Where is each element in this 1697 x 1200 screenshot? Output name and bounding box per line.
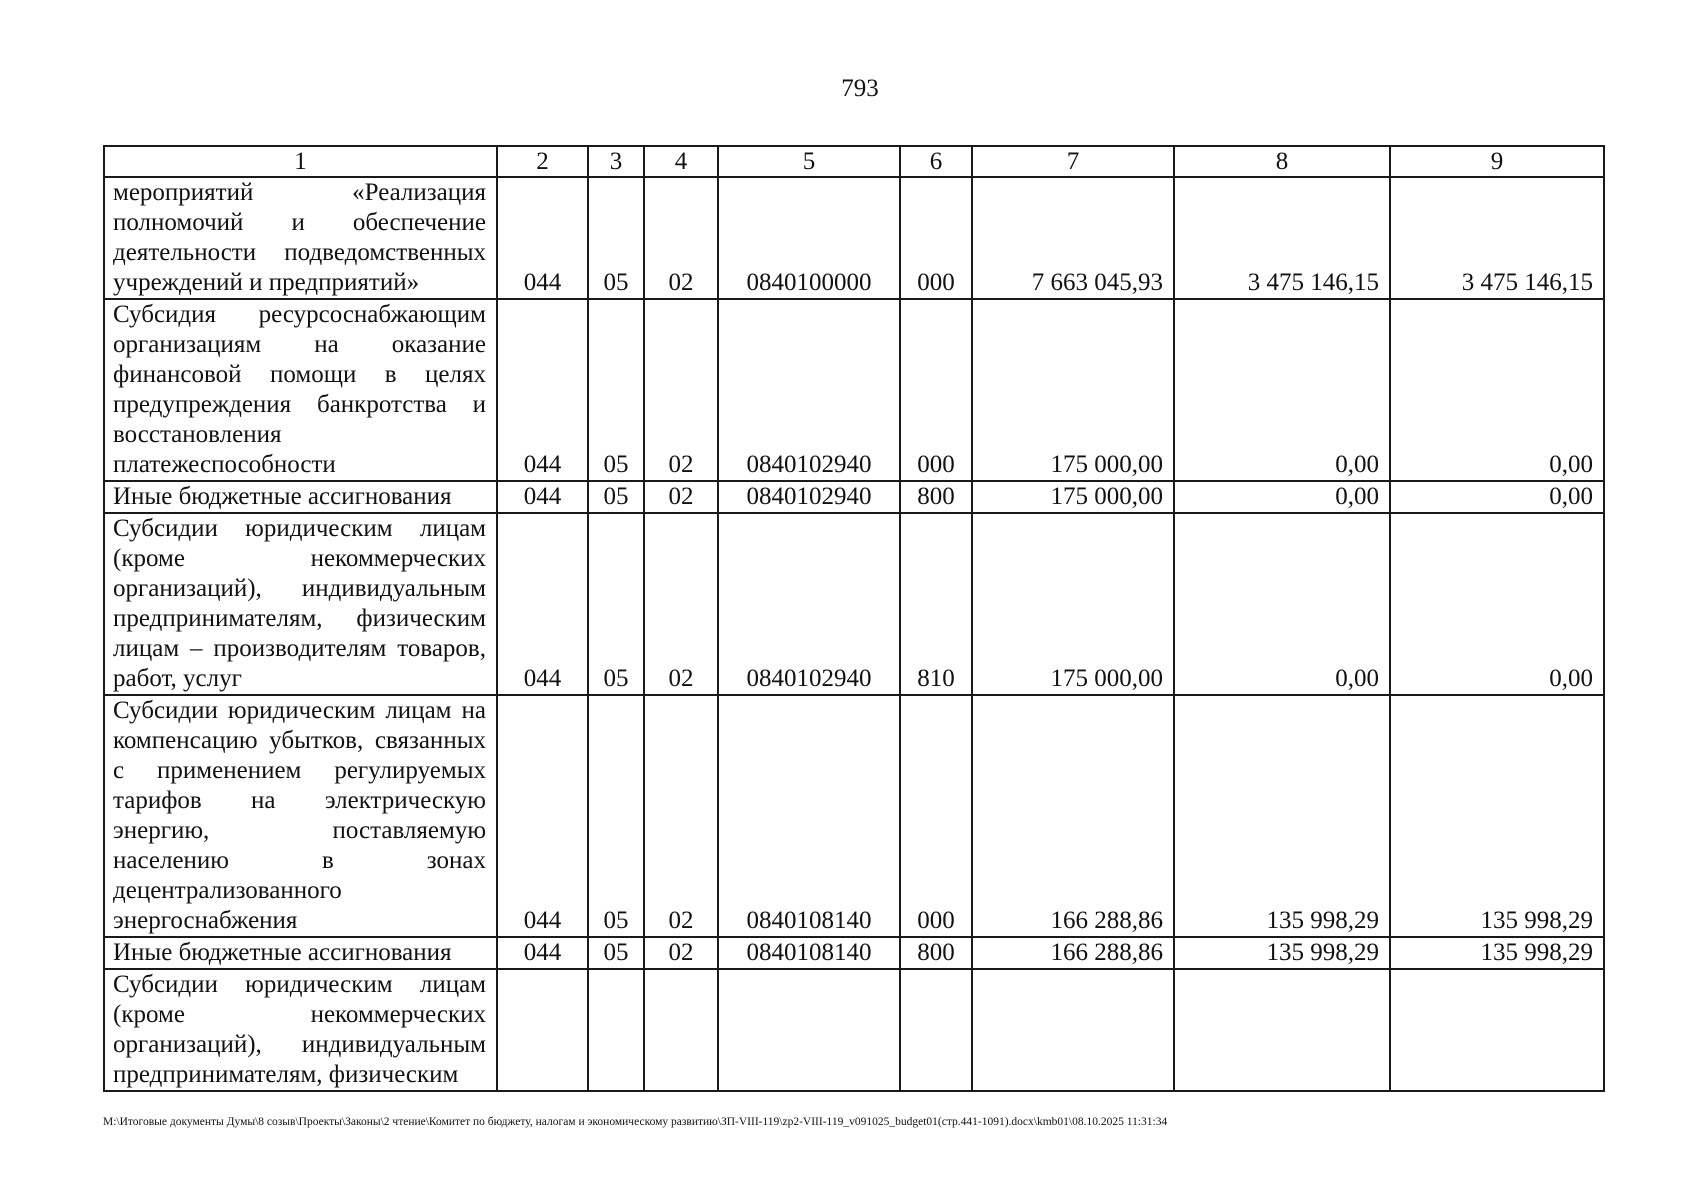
cell-col3: 05	[588, 513, 644, 695]
cell-col6: 800	[900, 937, 972, 969]
cell-col4: 02	[644, 937, 718, 969]
cell-col7: 7 663 045,93	[972, 177, 1174, 299]
budget-table	[103, 145, 1605, 1092]
cell-col3: 05	[588, 299, 644, 481]
row-description: Иные бюджетные ассигнования	[104, 481, 497, 513]
cell-col9	[1390, 969, 1604, 1091]
header-cell: 5	[718, 146, 900, 177]
cell-col8: 0,00	[1174, 513, 1390, 695]
cell-col7: 175 000,00	[972, 481, 1174, 513]
row-description: Субсидии юридическим лицам на компенсацию убытков, связанных с применением регулируемых тарифов на электрическую энергию, поставляемую населению в зонах децентрализованного энергоснабжения	[104, 695, 497, 937]
cell-col4	[644, 969, 718, 1091]
cell-col9: 3 475 146,15	[1390, 177, 1604, 299]
cell-col7: 175 000,00	[972, 513, 1174, 695]
cell-col9: 0,00	[1390, 299, 1604, 481]
cell-col2: 044	[497, 177, 588, 299]
cell-col6: 800	[900, 481, 972, 513]
cell-col3: 05	[588, 695, 644, 937]
cell-col2: 044	[497, 513, 588, 695]
cell-col8: 0,00	[1174, 481, 1390, 513]
cell-col8	[1174, 969, 1390, 1091]
cell-col8: 0,00	[1174, 299, 1390, 481]
cell-col4: 02	[644, 513, 718, 695]
file-path-footer: M:\Итоговые документы Думы\8 созыв\Проекты\Законы\2 чтение\Комитет по бюджету, налогам и экономическому развитию\ЗП-VIII-119\zp2-VIII-119_v091025_budget01(стр.441-1091).docx\kmb01\08.10.2025 11:31:34	[103, 1116, 1168, 1128]
cell-col2	[497, 969, 588, 1091]
cell-col3: 05	[588, 481, 644, 513]
table-header-row	[104, 146, 1604, 177]
cell-col6	[900, 969, 972, 1091]
header-cell: 1	[104, 146, 497, 177]
cell-col5: 0840102940	[718, 299, 900, 481]
cell-col6: 000	[900, 177, 972, 299]
cell-col2: 044	[497, 937, 588, 969]
cell-col9: 0,00	[1390, 481, 1604, 513]
cell-col2: 044	[497, 481, 588, 513]
row-description: мероприятий «Реализация полномочий и обеспечение деятельности подведомственных учреждений и предприятий»	[104, 177, 497, 299]
row-description: Субсидии юридическим лицам (кроме некоммерческих организаций), индивидуальным предпринимателям, физическим лицам – производителям товаров, работ, услуг	[104, 513, 497, 695]
cell-col4: 02	[644, 299, 718, 481]
cell-col6: 000	[900, 299, 972, 481]
cell-col5: 0840108140	[718, 937, 900, 969]
table-row	[104, 513, 1604, 695]
table-row	[104, 481, 1604, 513]
cell-col8: 135 998,29	[1174, 937, 1390, 969]
cell-col7: 175 000,00	[972, 299, 1174, 481]
cell-col4: 02	[644, 481, 718, 513]
header-cell: 2	[497, 146, 588, 177]
cell-col2: 044	[497, 695, 588, 937]
cell-col5: 0840100000	[718, 177, 900, 299]
cell-col3: 05	[588, 177, 644, 299]
row-description: Субсидии юридическим лицам (кроме некоммерческих организаций), индивидуальным предпринимателям, физическим	[104, 969, 497, 1091]
cell-col8: 135 998,29	[1174, 695, 1390, 937]
header-cell: 8	[1174, 146, 1390, 177]
cell-col9: 135 998,29	[1390, 937, 1604, 969]
row-description: Субсидия ресурсоснабжающим организациям на оказание финансовой помощи в целях предупреждения банкротства и восстановления платежеспособности	[104, 299, 497, 481]
cell-col7: 166 288,86	[972, 937, 1174, 969]
cell-col8: 3 475 146,15	[1174, 177, 1390, 299]
cell-col9: 135 998,29	[1390, 695, 1604, 937]
cell-col9: 0,00	[1390, 513, 1604, 695]
cell-col7	[972, 969, 1174, 1091]
cell-col7: 166 288,86	[972, 695, 1174, 937]
table-row	[104, 299, 1604, 481]
cell-col6: 810	[900, 513, 972, 695]
table-row	[104, 937, 1604, 969]
page-number: 793	[841, 75, 879, 102]
header-cell: 6	[900, 146, 972, 177]
cell-col3: 05	[588, 937, 644, 969]
cell-col5: 0840102940	[718, 513, 900, 695]
cell-col6: 000	[900, 695, 972, 937]
cell-col3	[588, 969, 644, 1091]
header-cell: 7	[972, 146, 1174, 177]
table-row	[104, 969, 1604, 1091]
table-row	[104, 695, 1604, 937]
header-cell: 4	[644, 146, 718, 177]
cell-col5	[718, 969, 900, 1091]
cell-col5: 0840102940	[718, 481, 900, 513]
cell-col5: 0840108140	[718, 695, 900, 937]
cell-col4: 02	[644, 695, 718, 937]
row-description: Иные бюджетные ассигнования	[104, 937, 497, 969]
table-row	[104, 177, 1604, 299]
cell-col4: 02	[644, 177, 718, 299]
cell-col2: 044	[497, 299, 588, 481]
header-cell: 3	[588, 146, 644, 177]
header-cell: 9	[1390, 146, 1604, 177]
